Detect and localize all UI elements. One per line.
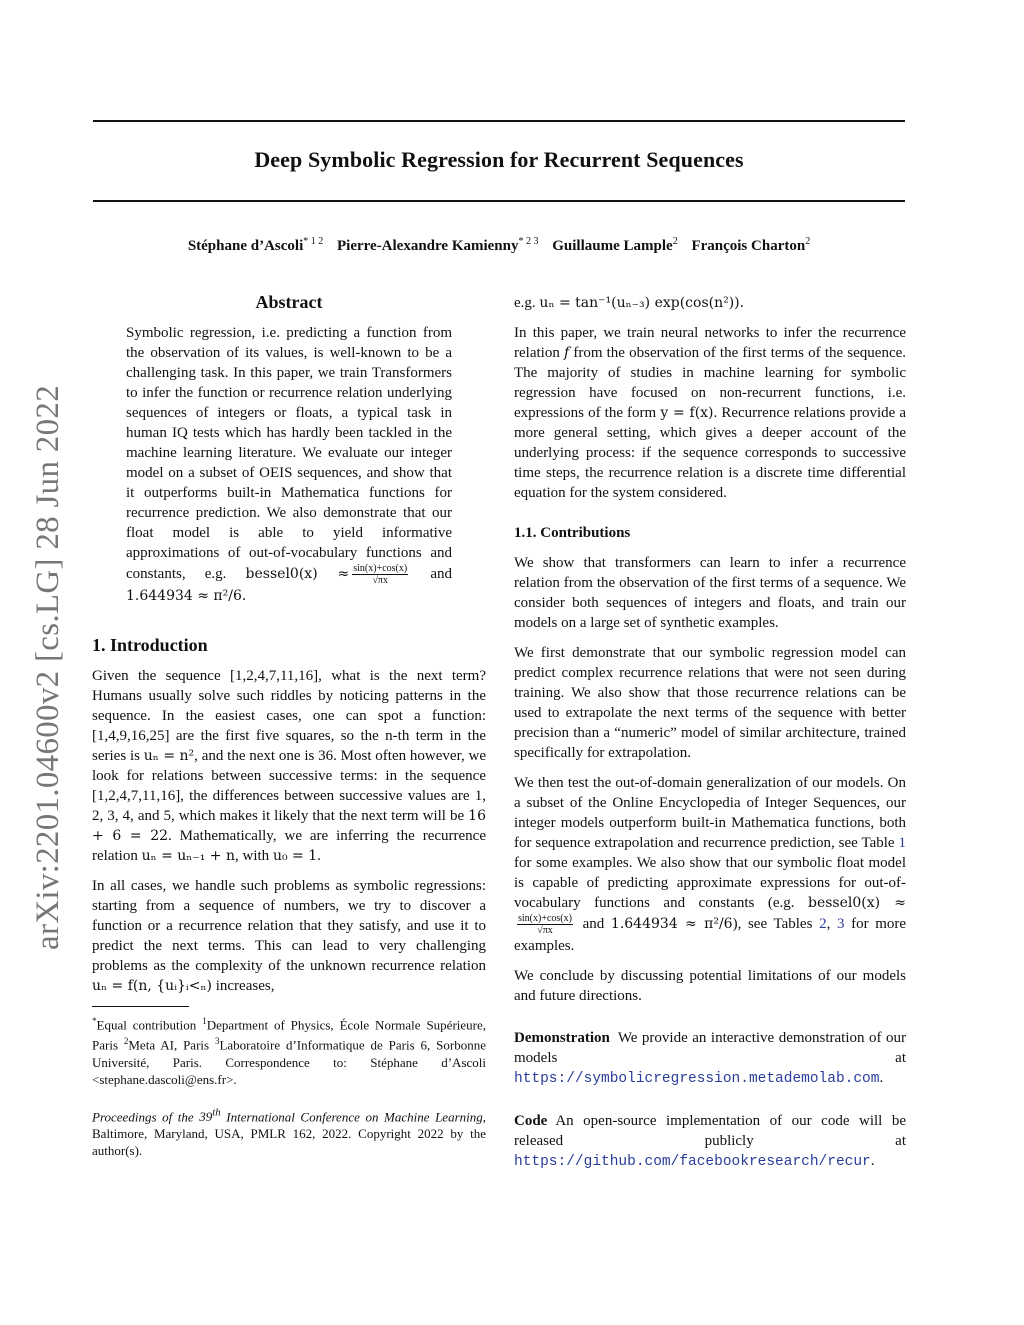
- fraction: $\frac{\sin(x)+\cos(x)}{√\pi x}$: [518, 913, 572, 936]
- demonstration-heading: Demonstration: [514, 1030, 610, 1046]
- author-marks: * 1 2: [303, 236, 324, 247]
- abstract-text: Symbolic regression, i.e. predicting a function from the observation of its values, is well-known to be a challenging task. In this paper, we train Transformers to infer the function or recurrence relation underlying sequences of integers or floats, a typical task in human IQ tests which has hardly been tackled in the machine learning literature. We evaluate our integer model on a subset of OEIS sequences, and show that it outperforms built-in Mathematica functions for recurrence prediction. We also demonstrate that our float model is able to yield informative approximations of out-of-vocabulary functions and constants, e.g. bessel0(x) ≈ $\frac{\sin(x)+\cos(x)}{√\pi x}$ and 1.644934 ≈ π²/6.: [126, 325, 453, 604]
- code-paragraph: Code An open-source implementation of our code will be released publicly at https://github.com/facebookresearch/recur.: [514, 1113, 906, 1170]
- intro-paragraph: In all cases, we handle such problems as symbolic regressions: starting from a sequence of numbers, we try to discover a function or a recurrence relation that they satisfy, and use it to predict the next terms. This can lead to very challenging problems as the complexity of the unknown recurrence relation uₙ = f(n, {uᵢ}ᵢ<ₙ) increases,: [92, 878, 486, 994]
- author-name: Stéphane d’Ascoli: [187, 238, 304, 254]
- table-ref-link[interactable]: 1: [898, 835, 907, 851]
- code-heading: Code: [514, 1113, 548, 1129]
- demo-url-link[interactable]: https://symbolicregression.metademolab.com: [514, 1071, 880, 1087]
- abstract-heading: Abstract: [255, 292, 323, 312]
- author: [337, 238, 539, 254]
- author-name: Pierre-Alexandre Kamienny: [337, 238, 519, 254]
- intro-paragraph: Given the sequence [1,2,4,7,11,16], what is the next term? Humans usually solve such riddles by noticing patterns in the sequence. In the easiest cases, one can spot a function: [1,4,9,16,25] are the first five squares, so the n-th term in the series is uₙ = n², and the next one is 36. Most often however, we look for relations between successive terms: in the sequence [1,2,4,7,11,16], the differences between successive values are 1, 2, 3, 4, and 5, which makes it likely that the next term will be 16 + 6 = 22. Mathematically, we are inferring the recurrence relation uₙ = uₙ₋₁ + n, with u₀ = 1.: [92, 668, 486, 864]
- contribution-paragraph: We show that transformers can learn to infer a recurrence relation from the observation of the first terms of a sequence. We consider both sequences of integers and floats, and train our models on a large set of synthetic examples.: [514, 555, 906, 631]
- right-column: [514, 293, 906, 1182]
- abstract: [92, 290, 486, 606]
- author-marks: 2: [672, 236, 678, 247]
- demonstration-paragraph: Demonstration We provide an interactive demonstration of our models at https://symbolicregression.metademolab.com.: [514, 1030, 906, 1087]
- author-marks: * 2 3: [518, 236, 539, 247]
- proceedings-note: Proceedings of the 39th International Conference on Machine Learning, Baltimore, Maryland, USA, PMLR 162, 2022. Copyright 2022 by the author(s).: [92, 1106, 487, 1158]
- table-ref-link[interactable]: 2: [819, 915, 827, 932]
- section-heading-contributions: 1.1. Contributions: [514, 525, 631, 541]
- author-list: [93, 236, 905, 255]
- author-marks: 2: [805, 236, 811, 247]
- math-inline: 1.644934 ≈ π²/6.: [126, 588, 247, 604]
- footnote-divider: [92, 1006, 189, 1007]
- contribution-paragraph: We first demonstrate that our symbolic regression model can predict complex recurrence relations that were not seen during training. We also show that those recurrence relations can be used to extrapolate the next terms of the sequence with better precision than a “numeric” model of similar architecture, trained specifically for extrapolation.: [514, 645, 906, 761]
- fraction: $\frac{\sin(x)+\cos(x)}{√\pi x}$: [353, 563, 408, 586]
- footnote: *Equal contribution $^1$Department of Physics, École Normale Supérieure, Paris $^2$Meta AI, Paris $^3$Laboratoire d’Informatique de Paris 6, Sorbonne Université, Paris. Correspondence to: Stéphane d’Ascoli <stephane.dascoli@ens.fr>.: [92, 1016, 487, 1087]
- author: [552, 238, 677, 254]
- code-url-link[interactable]: https://github.com/facebookresearch/recur: [514, 1154, 871, 1170]
- title-rule-top: [93, 120, 905, 122]
- section-heading-introduction: 1. Introduction: [92, 635, 208, 655]
- contribution-paragraph: We then test the out-of-domain generalization of our models. On a subset of the Online Encyclopedia of Integer Sequences, our integer models outperform built-in Mathematica functions, both for sequence extrapolation and recurrence prediction, see Table 1 for some examples. We also show that our symbolic float model is capable of predicting approximate expressions for out-of-vocabulary functions and constants (e.g. bessel0(x) ≈ $\frac{\sin(x)+\cos(x)}{√\pi x}$ and 1.644934 ≈ π²/6), see Tables 2, 3 for more examples.: [514, 775, 907, 954]
- arxiv-stamp: arXiv:2201.04600v2 [cs.LG] 28 Jun 2022: [30, 384, 66, 950]
- left-column: [92, 290, 486, 1159]
- title-rule-bottom: [93, 200, 905, 202]
- author-name: Guillaume Lample: [552, 238, 673, 254]
- intro-continuation: e.g. uₙ = tan⁻¹(uₙ₋₃) exp(cos(n²)).: [514, 295, 745, 311]
- table-ref-link[interactable]: 3: [836, 915, 845, 932]
- intro-paragraph: In this paper, we train neural networks to infer the recurrence relation f from the observation of the first terms of the sequence. The majority of studies in machine learning for symbolic regression have focused on non-recurrent functions, i.e. expressions of the form y = f(x). Recurrence relations provide a more general setting, which gives a deeper account of the underlying process: if the sequence corresponds to successive time steps, the recurrence relation is a discrete time differential equation for the system considered.: [514, 325, 907, 501]
- math-inline: bessel0(x) ≈: [245, 565, 350, 582]
- author: [691, 238, 810, 254]
- author: [188, 238, 323, 254]
- contribution-paragraph: We conclude by discussing potential limitations of our models and future directions.: [514, 968, 906, 1004]
- paper-title: Deep Symbolic Regression for Recurrent Sequences: [254, 147, 744, 172]
- author-name: François Charton: [691, 238, 806, 254]
